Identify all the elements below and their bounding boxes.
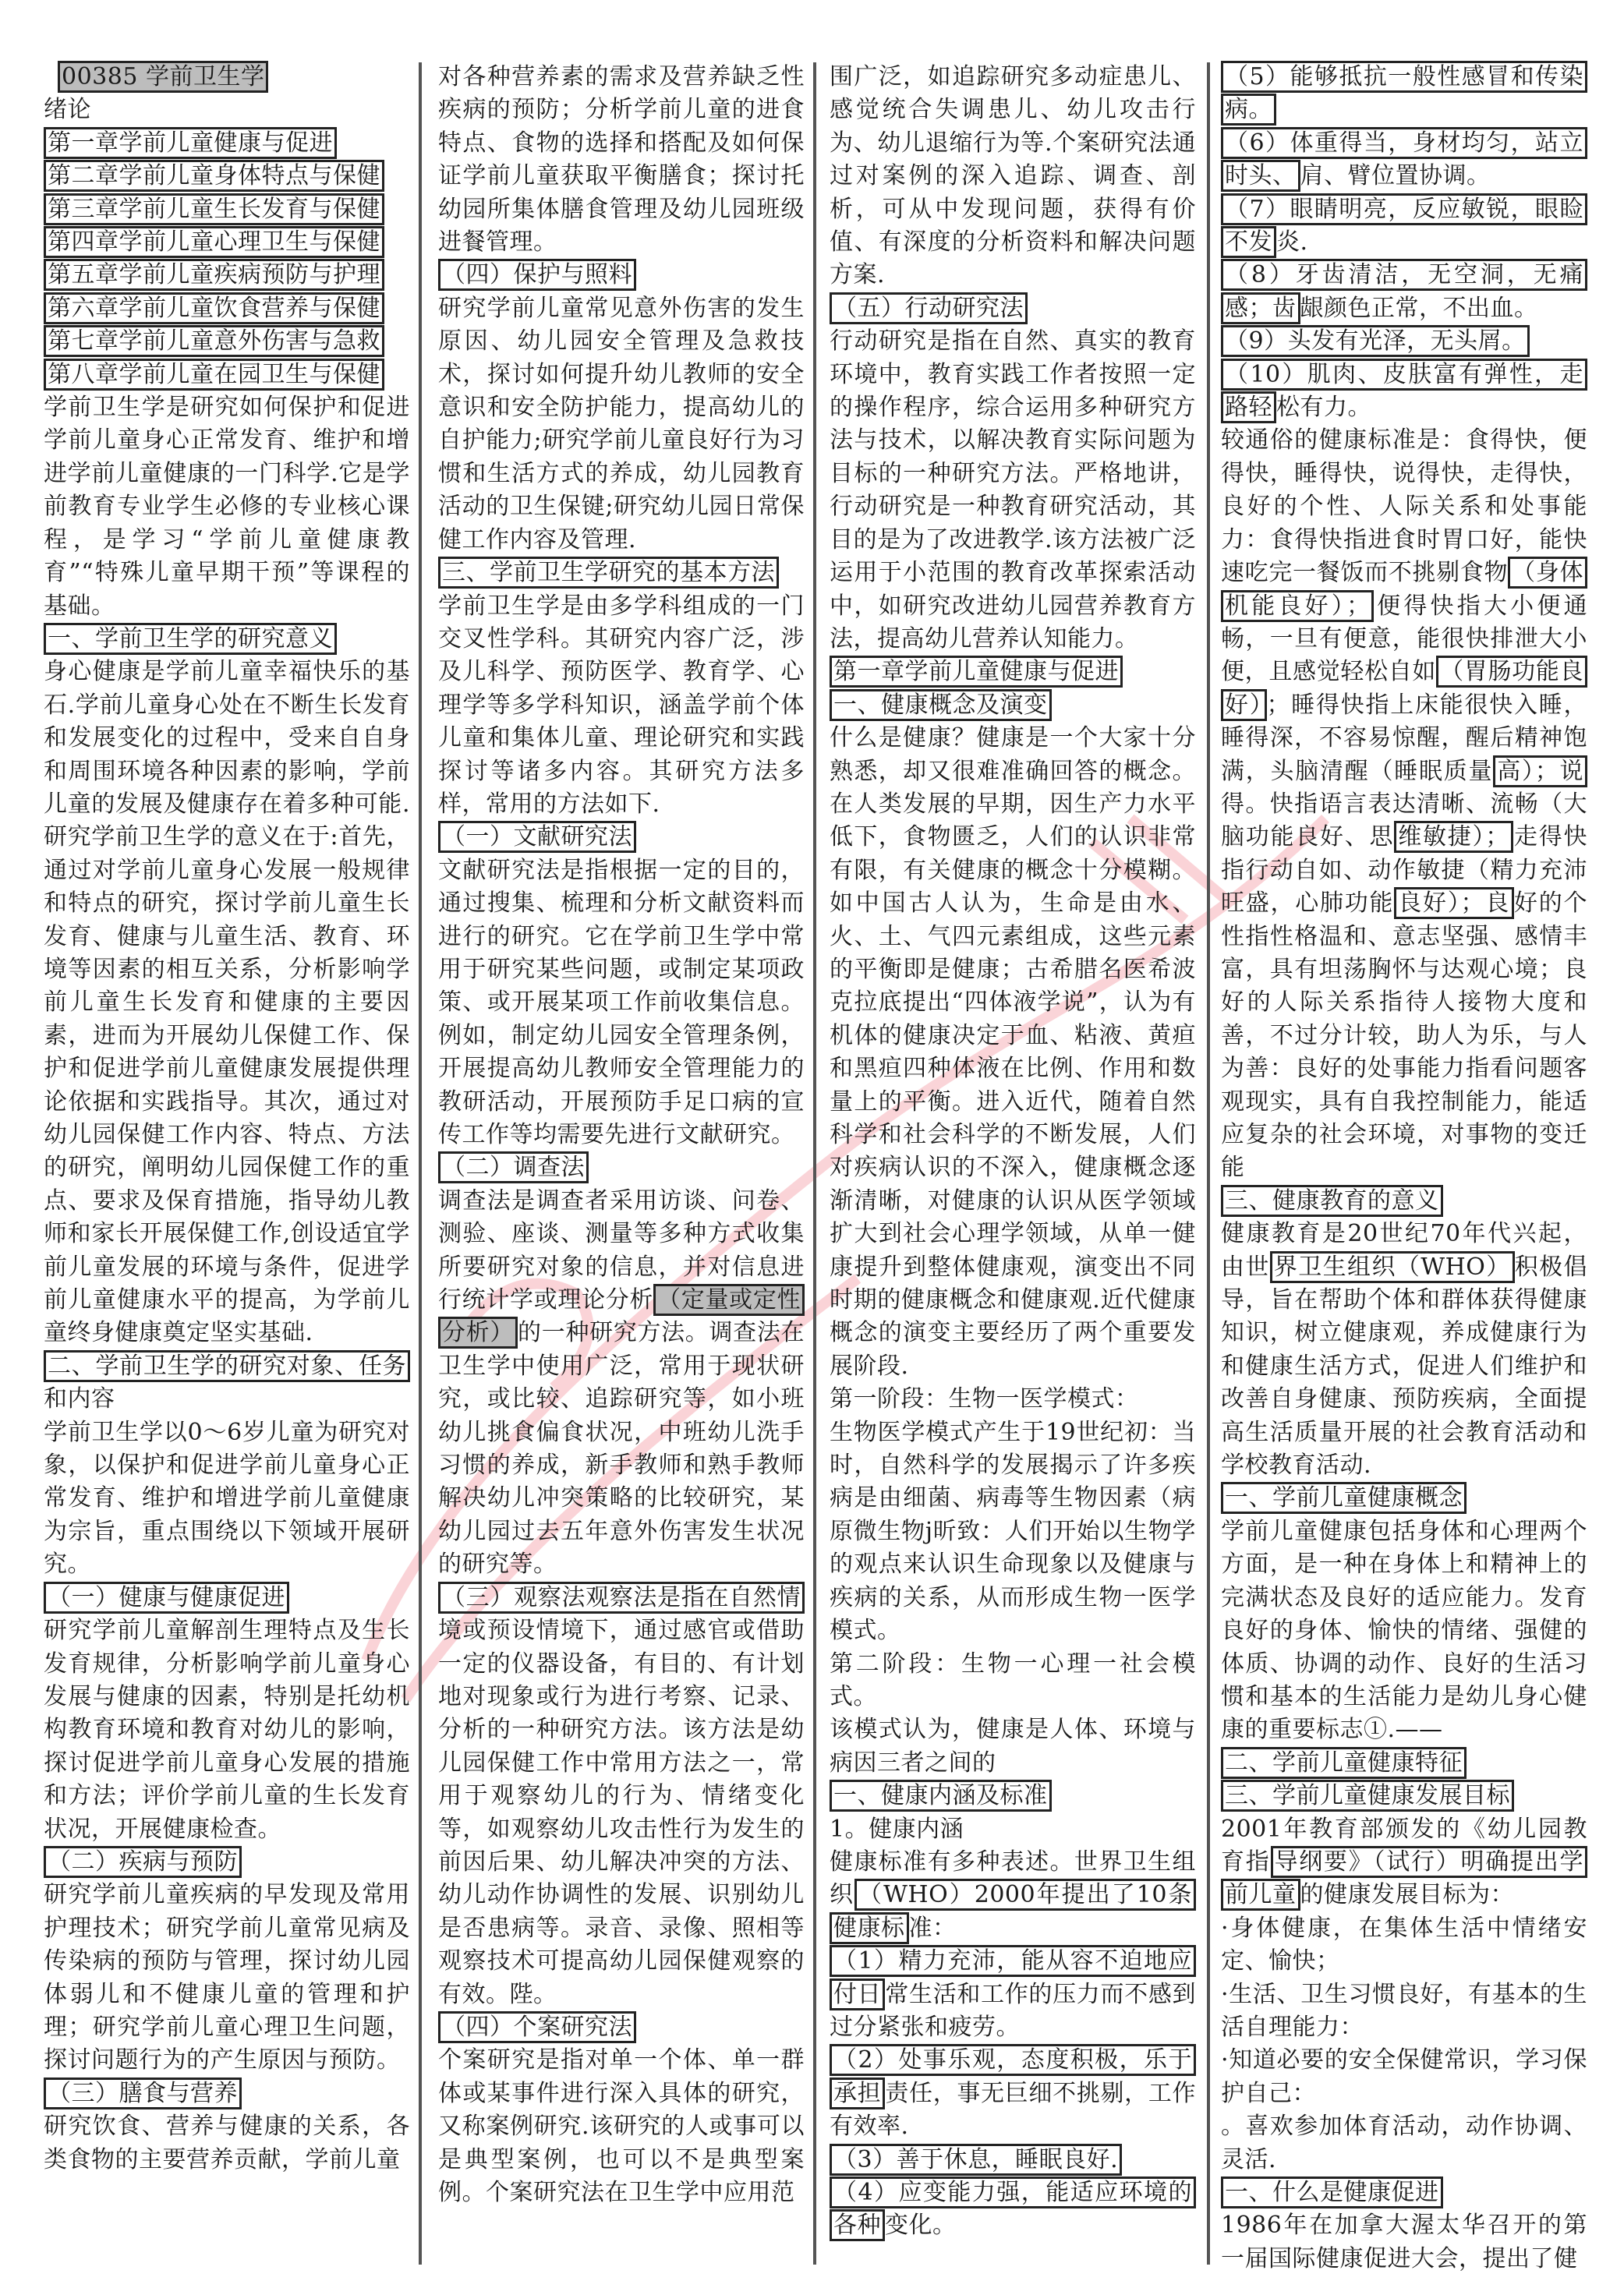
boxed-text: （胃肠功能良好） (1221, 656, 1587, 720)
paragraph (830, 325, 1196, 656)
text-run: 对各种营养素的需求及营养缺乏性疾病的预防；分析学前儿童的进食特点、食物的选择和搭配及如何保证学前儿童获取平衡膳食；探讨托幼园所集体膳食管理及幼儿园班级进餐管理。 (438, 63, 805, 256)
paragraph (438, 590, 805, 822)
text-run: 什么是健康？健康是一个大家十分熟悉，却又很难准确回答的概念。在人类发展的早期，因生产力水平低下，食物匮乏，人们的认识非常有限，有关健康的概念十分模糊。如中国古人认为，生命是由水、火、土、气四元素组成，这些元素的平衡即是健康；古希腊名医希波克拉底提出“四体液学说”，认为有机体的健康决定于血、粘液、黄疸和黑疸四种体液在比例、作用和数量上的平衡。进入近代，随着自然科学和社会科学的不断发展，人们对疾病认识的不深入，健康概念逐渐清晰，对健康的认识从医学领域扩大到社会心理学领域，从单一健康提升到整体健康观，演变出不同时期的健康概念和健康观.近代健康概念的演变主要经历了两个重要发展阶段. (830, 724, 1196, 1380)
section-heading (830, 689, 1196, 722)
section-heading (1221, 2177, 1587, 2209)
section-heading (438, 557, 805, 589)
text-run: 第一阶段：生物一医学模式： (830, 1385, 1139, 1413)
section-heading (44, 226, 410, 259)
section-heading (44, 193, 410, 226)
paragraph (438, 61, 805, 259)
paragraph (44, 2110, 410, 2177)
text-run: 松有力。 (1276, 394, 1371, 422)
boxed-text: 界卫生组织（WHO） (1270, 1251, 1515, 1283)
section-heading (44, 623, 410, 656)
column-2 (438, 61, 805, 2209)
section-heading (1221, 61, 1587, 127)
section-heading (830, 292, 1196, 325)
boxed-text: 第一章学前儿童健康与促进 (830, 656, 1123, 688)
boxed-text: （四）个案研究法 (438, 2011, 636, 2043)
text-run: 2001年教育部颁发的《幼儿园教育指 (1221, 1815, 1587, 1876)
section-heading (830, 656, 1196, 688)
boxed-text: 导纲要》（试行）明确提出学前儿童 (1221, 1846, 1587, 1911)
section-heading (830, 1780, 1196, 1812)
boxed-text: （8）牙齿清洁，无空洞，无痛感；齿 (1221, 259, 1587, 324)
boxed-text: （4）应变能力强，能适应环境的各种 (830, 2177, 1196, 2241)
paragraph (830, 1383, 1196, 1416)
column-1 (44, 61, 410, 2177)
boxed-text: （一）健康与健康促进 (44, 1582, 289, 1614)
text-run: 行动研究是指在自然、真实的教育环境中，教育实践工作者按照一定的操作程序，综合运用多种研究方法与技术，以解决教育实际问题为目标的一种研究方法。严格地讲，行动研究是一种教育研究活动，其目的是为了改进教学.该方法被广泛运用于小范围的教育改革探索活动中，如研究改进幼儿园营养教育方法，提高幼儿营养认知能力。 (830, 327, 1196, 652)
boxed-text: （三）膳食与营养 (44, 2078, 242, 2109)
text-run: 境或预设情境下，通过感官或借助一定的仪器设备，有目的、有计划地对现象或行为进行考察、记录、分析的一种研究方法。该方法是幼儿园保健工作中常用方法之一，常用于观察幼儿的行为、情绪变化等，如观察幼儿攻击性行为发生的前因后果、幼儿解决冲突的方法、幼儿动作协调性的发展、识别幼儿是否患病等。录音、录像、照相等观察技术可提高幼儿园保健观察的有效。陛。 (438, 1617, 805, 2008)
boxed-text: （二）调查法 (438, 1151, 589, 1183)
text-run: 学前卫生学以0～6岁儿童为研究对象，以保护和促进学前儿童身心正常发育、维护和增进学前儿童健康为宗旨，重点围绕以下领域开展研究。 (44, 1418, 410, 1579)
boxed-text: 第二章学前儿童身体特点与保健 (44, 160, 384, 192)
boxed-text: （定量或定性分析） (438, 1284, 805, 1349)
section-heading (44, 1582, 410, 1614)
text-run: 绪论 (44, 96, 91, 124)
text-run: 和内容 (44, 1385, 115, 1413)
paragraph (1221, 424, 1587, 1184)
boxed-text: 一、学前卫生学的研究意义 (44, 623, 337, 655)
boxed-text: 二、学前卫生学的研究对象、任务 (44, 1350, 410, 1382)
section-heading (44, 359, 410, 391)
text-run: 学前卫生学是研究如何保护和促进学前儿童身心正常发育、维护和增进学前儿童健康的一门科学.它是学前教育专业学生必修的专业核心课程，是学习“学前儿童健康教育”“特殊儿童早期干预”等课程的基础。 (44, 394, 410, 620)
paragraph (438, 1185, 805, 1582)
text-run: 学前卫生学是由多学科组成的一门交叉性学科。其研究内容广泛，涉及儿科学、预防医学、教育学、心理学等多学科知识，涵盖学前个体儿童和集体儿童、理论研究和实践探讨等诸多内容。其研究方法多样，常用的方法如下. (438, 592, 805, 818)
boxed-text: 第七章学前儿童意外伤害与急救 (44, 325, 384, 357)
paragraph (830, 1416, 1196, 1648)
column-divider (813, 62, 816, 2265)
text-run: 走得快指行动自如、动作敏捷（精力充沛旺盛，心肺功能 (1221, 823, 1587, 918)
boxed-text: （6）体重得当，身材均匀，站立时头、 (1221, 127, 1587, 192)
paragraph (830, 2044, 1196, 2143)
boxed-text: 一、健康概念及演变 (830, 689, 1052, 721)
paragraph (830, 61, 1196, 292)
text-run: 。喜欢参加体育活动，动作协调、灵活. (1221, 2113, 1587, 2173)
column-divider (1207, 62, 1210, 2265)
paragraph (830, 2177, 1196, 2243)
text-run: 便得快指大小便通畅，一旦有便意，能很快排泄大小便，且感觉轻松自如 (1221, 592, 1588, 686)
boxed-text: 三、健康教育的意义 (1221, 1185, 1443, 1217)
paragraph (44, 391, 410, 623)
section-heading (438, 2011, 805, 2044)
boxed-text: 00385 学前卫生学 (58, 61, 268, 93)
text-run: 较通俗的健康标准是：食得快，便得快，睡得快，说得快，走得快，良好的个性、人际关系和处事能力：食得快指进食时胃口好，能快速吃完一餐饭而不挑剔食物 (1221, 426, 1587, 587)
paragraph (1221, 1912, 1587, 1979)
text-run: 准： (908, 1914, 957, 1942)
paragraph (44, 1614, 410, 1846)
text-run: 责任，事无巨细不挑剔，工作有效率. (830, 2079, 1197, 2141)
paragraph (44, 1416, 410, 1582)
section-heading (438, 259, 805, 292)
boxed-text: （7）眼睛明亮，反应敏锐，眼睑不发 (1221, 193, 1587, 258)
paragraph (438, 2044, 805, 2209)
section-heading (830, 2144, 1196, 2177)
text-run: 健康标准有多种表述。世界卫生组织 (830, 1848, 1196, 1909)
boxed-text: 一、健康内涵及标准 (830, 1780, 1052, 1812)
paragraph (1221, 127, 1587, 193)
boxed-text: 二、学前儿童健康特征 (1221, 1747, 1467, 1779)
boxed-text: （1）精力充沛，能从容不迫地应付日 (830, 1945, 1196, 2010)
paragraph (1221, 1813, 1587, 1912)
paragraph (1221, 1515, 1587, 1747)
paragraph (1221, 2110, 1587, 2177)
boxed-text: （WHO）2000年提出了10条健康标 (830, 1879, 1196, 1943)
boxed-text: 良好）；良 (1394, 887, 1514, 919)
boxed-text: 三、学前儿童健康发展目标 (1221, 1780, 1514, 1812)
column-4 (1221, 61, 1587, 2276)
section-heading (44, 160, 410, 193)
text-run: 好的个性指性格温和、意志坚强、感情丰富，具有坦荡胸怀与达观心境；良好的人际关系指待人接物大度和善，不过分计较，助人为乐，与人为善：良好的处事能力指看问题客观现实，具有自我控制能力，能适应复杂的社会环境，对事物的变迁能 (1221, 889, 1587, 1182)
boxed-text: 第八章学前儿童在园卫生与保健 (44, 359, 384, 391)
text-run: 生物医学模式产生于19世纪初：当时，自然科学的发展揭示了许多疾病是由细菌、病毒等生物因素（病原微生物j昕致：人们开始以生物学的观点来认识生命现象以及健康与疾病的关系，从而形成生物一医学模式。 (830, 1418, 1196, 1645)
column-divider (419, 62, 422, 2265)
text-run: 龈颜色正常，不出血。 (1300, 294, 1538, 322)
text-run: 1986年在加拿大渥太华召开的第一届国际健康促进大会，提出了健 (1221, 2212, 1587, 2272)
text-run: 研究学前儿童解剖生理特点及生长发育规律，分析影响学前儿童身心发展与健康的因素，特别是托幼机构教育环境和教育对幼儿的影响，探讨促进学前儿童身心发展的措施和方法；评价学前儿童的生长发育状况，开展健康检查。 (44, 1617, 410, 1843)
paragraph (830, 722, 1196, 1383)
boxed-text: （一）文献研究法 (438, 821, 636, 853)
paragraph (1221, 359, 1587, 425)
text-run: 的一种研究方法。调查法在卫生学中使用广泛，常用于现状研究，或比较、追踪研究等，如小班幼儿挑食偏食状况，中班幼儿洗手习惯的养成，新手教师和熟手教师解决幼儿冲突策略的比较研究，某幼儿园过去五年意外伤害发生状况的研究等。 (438, 1319, 805, 1579)
paragraph (438, 1582, 805, 2011)
paragraph (1221, 193, 1587, 260)
section-heading (44, 292, 410, 325)
text-run: 身心健康是学前儿童幸福快乐的基石.学前儿童身心处在不断生长发育和发展变化的过程中，受来自自身和周围环境各种因素的影响，学前儿童的发展及健康存在着多种可能.研究学前卫生学的意义在于:首先，通过对学前儿童身心发展一般规律和特点的研究，探讨学前儿童生长发育、健康与儿童生活、教育、环境等因素的相互关系，分析影响学前儿童生长发育和健康的主要因素，进而为开展幼儿保健工作、保护和促进学前儿童健康发展提供理论依据和实践指导。其次，通过对幼儿园保健工作内容、特点、方法的研究，阐明幼儿园保健工作的重点、要求及保育措施，指导幼儿教师和家长开展保健工作,创设适宜学前儿童发展的环境与条件，促进学前儿童健康水平的提高，为学前儿童终身健康奠定坚实基础. (44, 658, 410, 1347)
boxed-text: 第四章学前儿童心理卫生与保健 (44, 226, 384, 258)
boxed-text: 第一章学前儿童健康与促进 (44, 127, 337, 159)
text-run: 调查法是调查者采用访谈、问卷、测验、座谈、测量等多种方式收集所要研究对象的信息，并对信息进行统计学或理论分析 (438, 1186, 805, 1314)
text-run: 该模式认为，健康是人体、环境与病因三者之间的 (830, 1716, 1196, 1777)
boxed-text: （9）头发有光泽，无头屑。 (1221, 325, 1530, 357)
section-heading (1221, 1482, 1587, 1515)
document-title (58, 61, 410, 94)
boxed-text: （3）善于休息，睡眠良好. (830, 2144, 1122, 2176)
paragraph (1221, 2044, 1587, 2110)
boxed-text: 高）；说 (1493, 755, 1587, 787)
boxed-text: 第六章学前儿童饮食营养与保健 (44, 292, 384, 324)
section-heading (1221, 1185, 1587, 1218)
boxed-text: 第三章学前儿童生长发育与保健 (44, 193, 384, 225)
boxed-text: （五）行动研究法 (830, 292, 1028, 324)
section-heading (438, 1151, 805, 1184)
boxed-text: 维敏捷）； (1394, 821, 1513, 853)
text-run: 研究学前儿童常见意外伤害的发生原因、幼儿园安全管理及急救技术，探讨如何提升幼儿教师的安全意识和安全防护能力，提高幼儿的自护能力;研究学前儿童良好行为习惯和生活方式的养成，幼儿园教育活动的卫生保键;研究幼儿园日常保健工作内容及管理. (438, 294, 805, 553)
text-run: 研究学前儿童疾病的早发现及常用护理技术；研究学前儿童常见病及传染病的预防与管理，探讨幼儿园体弱儿和不健康儿童的管理和护理；研究学前儿童心理卫生问题，探讨问题行为的产生原因与预防。 (44, 1881, 410, 2074)
boxed-text: 第五章学前儿童疾病预防与护理 (44, 259, 384, 291)
section-heading (1221, 1747, 1587, 1780)
text-run: 的健康发展目标为： (1300, 1881, 1514, 1909)
text-run: 学前儿童健康包括身体和心理两个方面，是一种在身体上和精神上的完满状态及良好的适应能力。发育良好的身体、愉快的情绪、强健的体质、协调的动作、良好的生活习惯和基本的生活能力是幼儿身心健康的重要标志①.—— (1221, 1517, 1587, 1744)
text-run: 围广泛，如追踪研究多动症患儿、感觉统合失调患儿、幼儿攻击行为、幼儿退缩行为等.个案研究法通过对案例的深入追踪、调查、剖析，可从中发现问题，获得有价值、有深度的分析资料和解决问题方案. (830, 63, 1196, 289)
boxed-text: （二）疾病与预防 (44, 1846, 242, 1878)
boxed-text: 一、学前儿童健康概念 (1221, 1482, 1467, 1514)
text-run: 1。健康内涵 (830, 1815, 964, 1843)
boxed-text: （三）观察法观察法是指在自然情 (438, 1582, 805, 1614)
section-heading (1221, 1780, 1587, 1812)
text-run: 得。快指语言表达清晰、流畅（大脑功能良好、思 (1221, 790, 1587, 851)
paragraph (1221, 2209, 1587, 2276)
paragraph (438, 292, 805, 557)
section-heading (44, 325, 410, 358)
section-heading (438, 821, 805, 854)
text-run: 第二阶段：生物一心理一社会模式。 (830, 1650, 1196, 1710)
paragraph (1221, 259, 1587, 325)
section-heading (44, 2078, 410, 2110)
text-run: 研究饮食、营养与健康的关系，各类食物的主要营养贡献，学前儿童 (44, 2113, 410, 2173)
section-heading (44, 1846, 410, 1879)
boxed-text: （2）处事乐观，态度积极，乐于承担 (830, 2044, 1196, 2109)
paragraph (438, 854, 805, 1152)
column-3 (830, 61, 1196, 2243)
text-run: ·身体健康，在集体生活中情绪安定、愉快； (1221, 1914, 1587, 1975)
paragraph (44, 656, 410, 1350)
text-run: 肩、臂位置协调。 (1300, 162, 1491, 190)
section-heading (44, 127, 410, 160)
text-run: ·生活、卫生习惯良好，有基本的生活自理能力： (1221, 1980, 1587, 2041)
boxed-text: （身体机能良好）； (1221, 557, 1587, 621)
text-run: 文献研究法是指根据一定的目的，通过搜集、梳理和分析文献资料而进行的研究。它在学前卫生学中常用于研究某些问题，或制定某项政策、或开展某项工作前收集信息。例如，制定幼儿园安全管理条例，开展提高幼儿教师安全管理能力的教研活动，开展预防手足口病的宣传工作等均需要先进行文献研究。 (438, 856, 805, 1148)
section-heading (1221, 325, 1587, 358)
boxed-text: （10）肌肉、皮肤富有弹性，走路轻 (1221, 359, 1587, 423)
section-heading (44, 259, 410, 292)
text-run: 积极倡导，旨在帮助个体和群体获得健康知识，树立健康观，养成健康行为和健康生活方式，促进人们维护和改善自身健康、预防疾病，全面提高生活质量开展的社会教育活动和学校教育活动. (1221, 1253, 1588, 1480)
text-run: 常生活和工作的压力而不感到过分紧张和疲劳。 (830, 1980, 1197, 2041)
paragraph (830, 1945, 1196, 2044)
paragraph (830, 1648, 1196, 1714)
paragraph (1221, 1218, 1587, 1482)
paragraph (1221, 1979, 1587, 2045)
boxed-text: 一、什么是健康促进 (1221, 2177, 1443, 2208)
text-run: 炎. (1276, 228, 1308, 256)
paragraph (44, 1350, 410, 1416)
text-run: ·知道必要的安全保健常识，学习保护自己： (1221, 2046, 1587, 2107)
paragraph (44, 94, 410, 126)
text-run: ；睡得快指上床能很快入睡，睡得深，不容易惊醒，醒后精神饱满，头脑清醒（睡眠质量 (1221, 691, 1587, 785)
paragraph (44, 1879, 410, 2077)
paragraph (830, 1813, 1196, 1846)
paragraph (830, 1846, 1196, 1945)
boxed-text: （5）能够抵抗一般性感冒和传染病。 (1221, 61, 1587, 126)
paragraph (830, 1713, 1196, 1780)
boxed-text: （四）保护与照料 (438, 259, 636, 291)
text-run: 个案研究是指对单一个体、单一群体或某事件进行深入具体的研究，又称案例研究.该研究的人或事可以是典型案例，也可以不是典型案例。个案研究法在卫生学中应用范 (438, 2046, 805, 2206)
text-run: 变化。 (885, 2212, 957, 2240)
boxed-text: 三、学前卫生学研究的基本方法 (438, 557, 779, 589)
text-run: 健康教育是20世纪70年代兴起，由世 (1221, 1220, 1587, 1281)
